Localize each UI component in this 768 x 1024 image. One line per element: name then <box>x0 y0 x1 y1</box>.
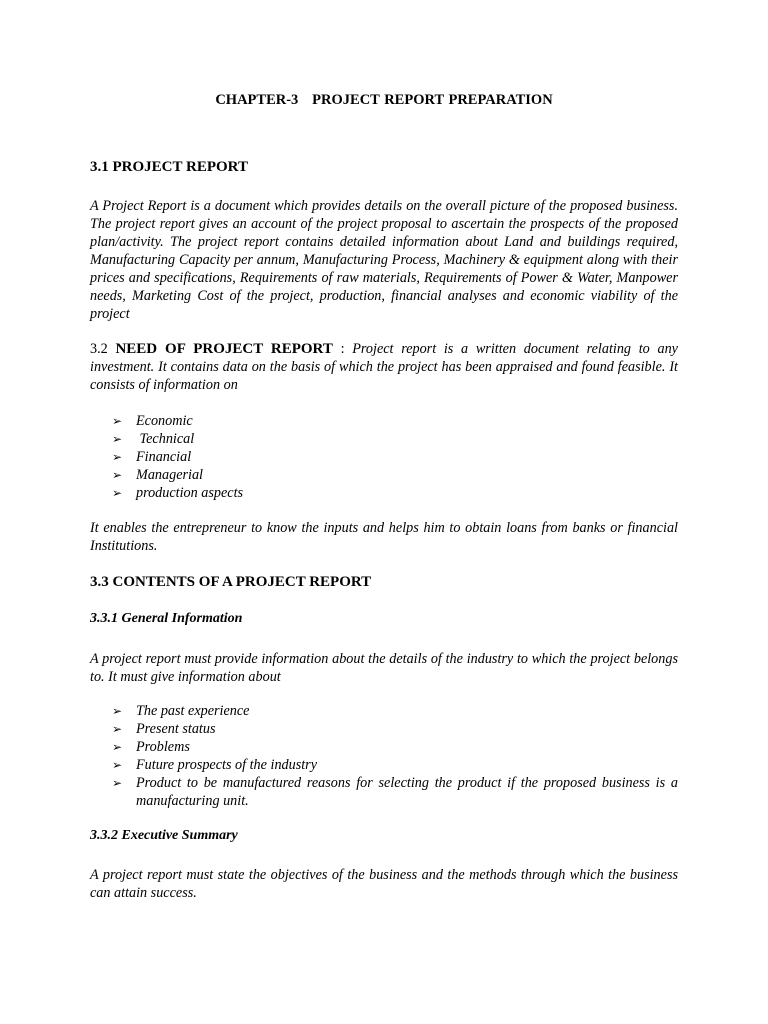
list-item: ➢ Economic <box>112 413 193 429</box>
section-heading-project-report: 3.1 PROJECT REPORT <box>90 159 248 175</box>
arrowhead-bullet-icon: ➢ <box>112 450 123 464</box>
bullet-list-general-information <box>112 702 678 810</box>
list-item: ➢ Product to be manufactured reasons for selecting the product if the proposed business is a manufacturing unit. <box>112 775 678 809</box>
section-number: 3.2 <box>90 341 108 357</box>
arrowhead-bullet-icon: ➢ <box>112 432 123 446</box>
section-body-need-of-project-report: Project report is a written document relating to any investment. It contains data on the basis of which the project has been appraised and found feasible. It consists of information on <box>90 341 678 393</box>
list-item: ➢ Technical <box>112 431 195 447</box>
list-item: ➢ production aspects <box>112 485 244 501</box>
arrowhead-bullet-icon: ➢ <box>112 722 123 736</box>
section-body-project-report: A Project Report is a document which provides details on the overall picture of the proposed business. The project report gives an account of the project proposal to ascertain the prospects of the proposed plan/activity. The project report contains detailed information about Land and buildings required, Manufacturing Capacity per annum, Manufacturing Process, Machinery & equipment along with their prices and specifications, Requirements of raw materials, Requirements of Power & Water, Manpower needs, Marketing Cost of the project, production, financial analyses and economic viability of the project <box>90 198 678 322</box>
list-item: ➢ Managerial <box>112 467 203 483</box>
list-item: ➢ The past experience <box>112 703 250 719</box>
arrowhead-bullet-icon: ➢ <box>112 776 123 790</box>
heading-separator: : <box>332 341 353 357</box>
subsection-heading-executive-summary: 3.3.2 Executive Summary <box>90 828 238 843</box>
arrowhead-bullet-icon: ➢ <box>112 486 123 500</box>
subsection-heading-general-information: 3.3.1 General Information <box>90 611 243 626</box>
arrowhead-bullet-icon: ➢ <box>112 758 123 772</box>
arrowhead-bullet-icon: ➢ <box>112 468 123 482</box>
section-heading-contents: 3.3 CONTENTS OF A PROJECT REPORT <box>90 574 372 590</box>
subsection-body-executive-summary: A project report must state the objectives of the business and the methods through which the business can attain success. <box>90 867 678 901</box>
arrowhead-bullet-icon: ➢ <box>112 414 123 428</box>
arrowhead-bullet-icon: ➢ <box>112 704 123 718</box>
chapter-title: CHAPTER-3 PROJECT REPORT PREPARATION <box>215 92 553 108</box>
closing-paragraph: It enables the entrepreneur to know the inputs and helps him to obtain loans from banks or financial Institutions. <box>90 520 678 554</box>
section-heading-need-of-project-report: NEED OF PROJECT REPORT <box>115 341 333 357</box>
subsection-body-general-information: A project report must provide information about the details of the industry to which the project belongs to. It must give information about <box>90 651 678 685</box>
list-item: ➢ Present status <box>112 721 216 737</box>
list-item: ➢ Future prospects of the industry <box>112 757 318 773</box>
list-item: ➢ Problems <box>112 739 190 755</box>
list-item: ➢ Financial <box>112 449 192 465</box>
arrowhead-bullet-icon: ➢ <box>112 740 123 754</box>
section-need-of-project-report <box>90 340 678 394</box>
bullet-list-information-types <box>112 412 678 502</box>
